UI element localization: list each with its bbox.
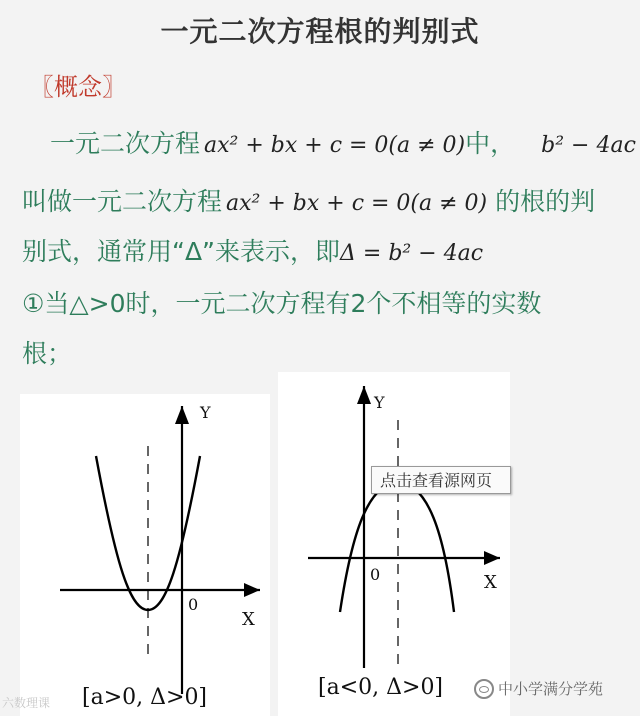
origin-label: 0: [370, 565, 381, 584]
equation-1: ax² + bx + c = 0(a ≠ 0): [204, 133, 466, 158]
line2-text-a: 叫做一元二次方程: [22, 187, 223, 216]
line1-text-b: 中，: [465, 129, 516, 158]
y-label: Y: [200, 403, 211, 422]
view-source-tooltip[interactable]: 点击查看源网页: [371, 466, 511, 494]
paragraph-line-4: ①当△>0时，一元二次方程有2个不相等的实数: [22, 289, 542, 318]
paragraph-line-1: [50, 124, 636, 160]
origin-label: 0: [188, 595, 199, 614]
parabola-curve: [340, 482, 454, 612]
paragraph-line-2: [22, 182, 595, 218]
line2-text-b: 的根的判: [495, 187, 596, 216]
equation-2: ax² + bx + c = 0(a ≠ 0): [226, 191, 488, 216]
y-axis-arrow: [357, 386, 371, 404]
x-axis-arrow: [484, 551, 500, 565]
graph-downward-parabola: [278, 372, 510, 716]
graph-right-caption: [a<0, Δ>0]: [318, 675, 444, 700]
watermark-right-text: 中小学满分学苑: [498, 680, 604, 698]
page-title: 一元二次方程根的判别式: [160, 15, 480, 48]
parabola-curve: [96, 456, 200, 610]
line1-text-a: 一元二次方程: [50, 129, 201, 158]
watermark-right: [474, 678, 603, 699]
x-label: X: [484, 572, 497, 593]
y-axis-arrow: [175, 406, 189, 424]
discriminant-expr: b² − 4ac: [541, 133, 636, 158]
x-axis-arrow: [244, 583, 260, 597]
graph-left-caption: [a>0, Δ>0]: [82, 685, 208, 710]
line3-text-a: 别式，通常用“Δ”来表示，即: [22, 237, 341, 266]
delta-definition: Δ = b² − 4ac: [340, 241, 484, 266]
paragraph-line-5: 根；: [22, 339, 73, 368]
wechat-icon: [474, 679, 494, 699]
graph-right-svg: [278, 372, 510, 716]
watermark-left: 六数理课: [2, 696, 51, 710]
concept-label: 〖概念〗: [30, 73, 126, 101]
graph-upward-parabola: [20, 394, 270, 716]
y-label: Y: [374, 393, 385, 412]
x-label: X: [242, 609, 255, 630]
graph-left-svg: [20, 394, 270, 716]
paragraph-line-3: [22, 232, 483, 268]
